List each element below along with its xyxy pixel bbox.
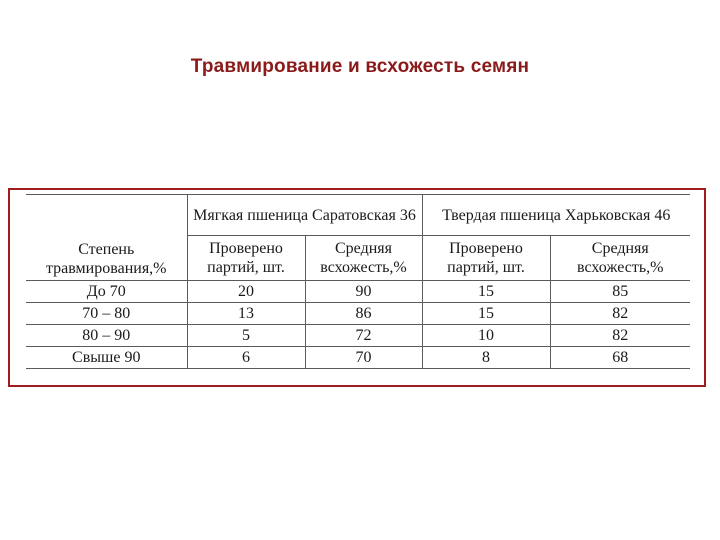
cell-value: 20 (187, 281, 305, 303)
cell-value: 86 (305, 303, 422, 325)
row-degree: 70 – 80 (26, 303, 187, 325)
cell-value: 13 (187, 303, 305, 325)
header-soft-wheat: Мягкая пшеница Саратовская 36 (187, 195, 422, 236)
header-degree: Степень травмирования,% (26, 195, 187, 281)
seed-table (26, 194, 690, 369)
table-row (26, 303, 690, 325)
row-degree: До 70 (26, 281, 187, 303)
subheader-hard-checked: Проверено партий, шт. (422, 236, 550, 281)
cell-value: 70 (305, 347, 422, 369)
cell-value: 82 (550, 325, 690, 347)
cell-value: 82 (550, 303, 690, 325)
table-row (26, 325, 690, 347)
table-row (26, 281, 690, 303)
subheader-soft-germination: Средняя всхожесть,% (305, 236, 422, 281)
row-degree: Свыше 90 (26, 347, 187, 369)
header-row-groups (26, 195, 690, 236)
cell-value: 72 (305, 325, 422, 347)
cell-value: 85 (550, 281, 690, 303)
cell-value: 5 (187, 325, 305, 347)
header-hard-wheat: Твердая пшеница Харьковская 46 (422, 195, 690, 236)
cell-value: 10 (422, 325, 550, 347)
cell-value: 8 (422, 347, 550, 369)
cell-value: 68 (550, 347, 690, 369)
row-degree: 80 – 90 (26, 325, 187, 347)
subheader-hard-germination: Средняя всхожесть,% (550, 236, 690, 281)
cell-value: 15 (422, 281, 550, 303)
slide-title: Травмирование и всхожесть семян (190, 56, 530, 77)
subheader-soft-checked: Проверено партий, шт. (187, 236, 305, 281)
cell-value: 90 (305, 281, 422, 303)
table-row (26, 347, 690, 369)
cell-value: 6 (187, 347, 305, 369)
cell-value: 15 (422, 303, 550, 325)
